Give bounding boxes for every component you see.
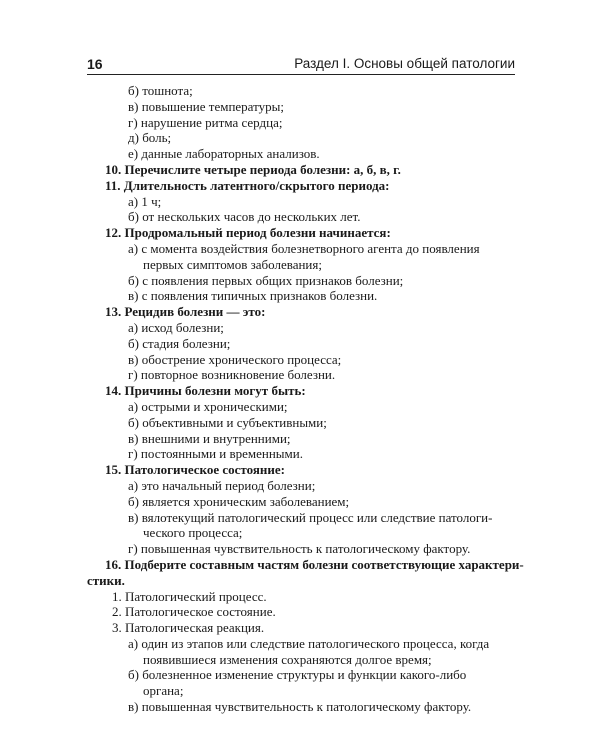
answer-line: г) повышенная чувствительность к патологическому фактору. [128,541,471,557]
answer-line: в) обострение хронического процесса; [128,351,342,367]
disease-part-item: 2. Патологическое состояние. [112,604,276,620]
answer-line-continuation: органа; [143,683,184,699]
answer-line: в) повышение температуры; [128,98,284,114]
answer-line-continuation: первых симптомов заболевания; [143,256,322,272]
question-11: 11. Длительность латентного/скрытого периода: [105,177,390,193]
answer-line: г) постоянными и временными. [128,446,303,462]
answer-line: а) острыми и хроническими; [128,398,288,414]
answer-line: г) нарушение ритма сердца; [128,114,283,130]
question-14: 14. Причины болезни могут быть: [105,383,306,399]
question-16-continuation: стики. [87,572,125,588]
answer-line: е) данные лабораторных анализов. [128,146,320,162]
answer-line-continuation: ческого процесса; [143,525,243,541]
answer-line: б) тошнота; [128,83,193,98]
disease-part-item: 1. Патологический процесс. [112,588,267,604]
page-content [87,83,524,715]
question-16: 16. Подберите составным частям болезни соответствующие характери- [105,556,524,572]
answer-line: г) повторное возникновение болезни. [128,367,336,383]
answer-line: а) это начальный период болезни; [128,477,316,493]
answer-line: в) внешними и внутренними; [128,430,291,446]
answer-line: а) исход болезни; [128,319,224,335]
answer-line: б) объективными и субъективными; [128,414,327,430]
answer-line: б) с появления первых общих признаков болезни; [128,272,404,288]
answer-line-continuation: появившиеся изменения сохраняются долгое время; [143,651,432,667]
answer-line: а) один из этапов или следствие патологического процесса, когда [128,635,490,651]
page-number: 16 [87,56,103,72]
page-header [87,47,515,73]
answer-line: а) 1 ч; [128,193,162,209]
answer-line: а) с момента воздействия болезнетворного агента до появления [128,240,480,256]
answer-line: в) повышенная чувствительность к патологическому фактору. [128,699,472,715]
question-12: 12. Продромальный период болезни начинается: [105,225,391,241]
answer-line: в) с появления типичных признаков болезни. [128,288,378,304]
answer-line: б) болезненное изменение структуры и функции какого-либо [128,667,467,683]
answer-line: д) боль; [128,130,172,146]
question-13: 13. Рецидив болезни — это: [105,304,266,320]
answer-line: б) стадия болезни; [128,335,231,351]
question-10: 10. Перечислите четыре периода болезни: а, б, в, г. [105,161,401,177]
answer-line: б) от нескольких часов до нескольких лет. [128,209,361,225]
answer-line: б) является хроническим заболеванием; [128,493,350,509]
section-title: Раздел I. Основы общей патологии [294,56,515,71]
header-rule [87,74,515,75]
disease-part-item: 3. Патологическая реакция. [112,620,265,636]
answer-line: в) вялотекущий патологический процесс или следствие патологи- [128,509,493,525]
question-15: 15. Патологическое состояние: [105,462,285,478]
